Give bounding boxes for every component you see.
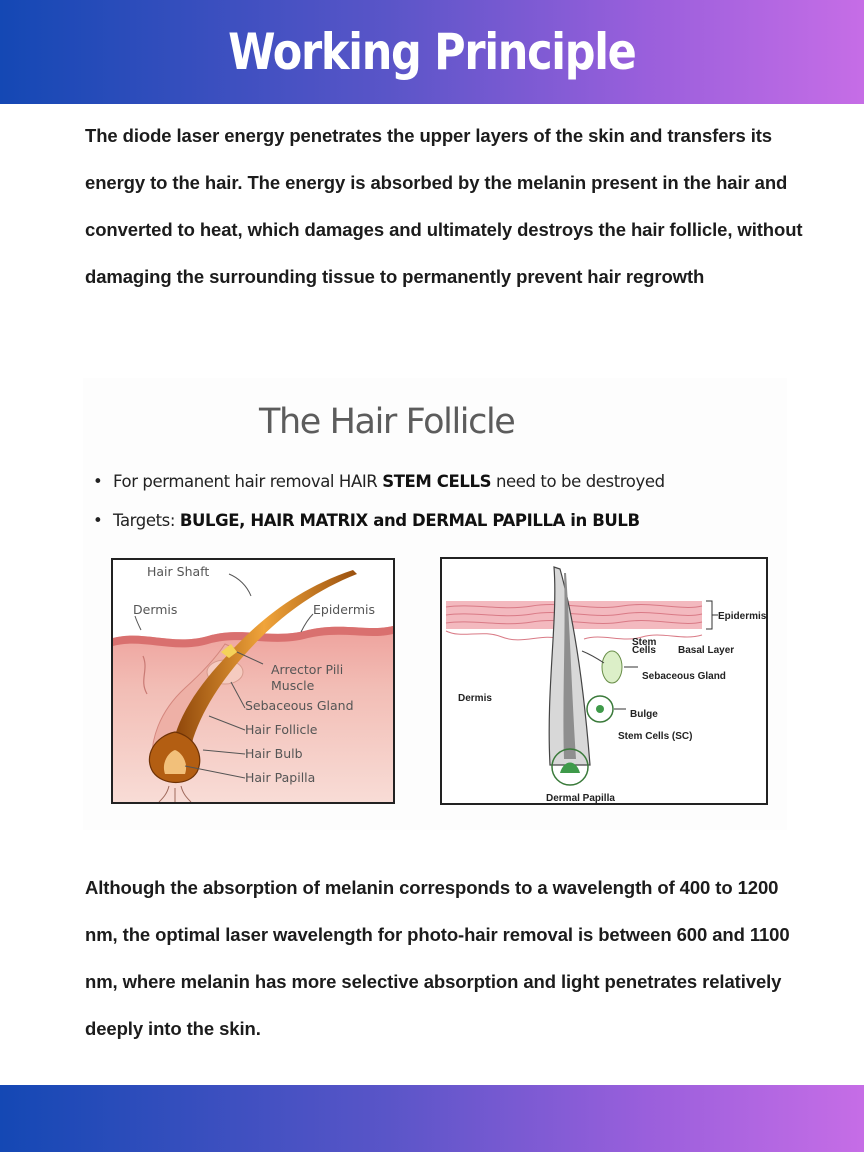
intro-paragraph: The diode laser energy penetrates the upper layers of the skin and transfers its energy to the hair. The energy is absorbed by the melanin present in the hair and converted to heat, which damages and ultimately destroys the hair follicle, without damaging the surrounding tissue to permanently prevent hair regrowth bbox=[85, 125, 803, 287]
label-bulge: Bulge bbox=[630, 709, 658, 720]
stem-cell-diagram bbox=[440, 557, 768, 805]
label-epidermis: Epidermis bbox=[313, 602, 376, 617]
label-cells: Cells bbox=[632, 645, 656, 656]
label-hair-bulb: Hair Bulb bbox=[245, 746, 303, 761]
label-dermis: Dermis bbox=[458, 693, 492, 704]
bullet-targets: • Targets: BULGE, HAIR MATRIX and DERMAL PAPILLA in BULB bbox=[93, 511, 640, 530]
bullet-dot-icon: • bbox=[93, 472, 103, 491]
label-hair-shaft: Hair Shaft bbox=[147, 564, 210, 579]
figure-title: The Hair Follicle bbox=[259, 402, 515, 442]
label-stem: Stem bbox=[632, 637, 657, 648]
label-sebaceous-gland: Sebaceous Gland bbox=[245, 698, 354, 713]
label-basal-layer: Basal Layer bbox=[678, 645, 735, 656]
hair-anatomy-diagram bbox=[111, 558, 395, 804]
label-epidermis: Epidermis bbox=[718, 611, 766, 622]
header-banner bbox=[0, 0, 864, 104]
hair-anatomy-illustration bbox=[113, 560, 393, 802]
label-dermal-papilla: Dermal Papilla bbox=[546, 793, 615, 803]
label-hair-follicle: Hair Follicle bbox=[245, 722, 318, 737]
label-hair-papilla: Hair Papilla bbox=[245, 770, 316, 785]
hair-follicle-figure bbox=[83, 378, 787, 830]
label-muscle: Muscle bbox=[271, 678, 315, 693]
label-arrector-pili: Arrector Pili bbox=[271, 662, 344, 677]
sebaceous-gland-shape bbox=[602, 651, 622, 683]
stem-cell-illustration bbox=[442, 559, 766, 803]
footer-banner bbox=[0, 1085, 864, 1152]
label-stem-cells-sc: Stem Cells (SC) bbox=[618, 731, 693, 742]
closing-paragraph: Although the absorption of melanin corresponds to a wavelength of 400 to 1200 nm, the optimal laser wavelength for photo-hair removal is between 600 and 1100 nm, where melanin has more selective absorption and light penetrates relatively deeply into the skin. bbox=[85, 877, 790, 1039]
bullet-dot-icon: • bbox=[93, 511, 103, 530]
label-dermis: Dermis bbox=[133, 602, 178, 617]
bullet-stem-cells: • For permanent hair removal HAIR STEM CELLS need to be destroyed bbox=[93, 472, 665, 491]
page-title: Working Principle bbox=[228, 23, 636, 81]
label-sebaceous-gland: Sebaceous Gland bbox=[642, 671, 726, 682]
